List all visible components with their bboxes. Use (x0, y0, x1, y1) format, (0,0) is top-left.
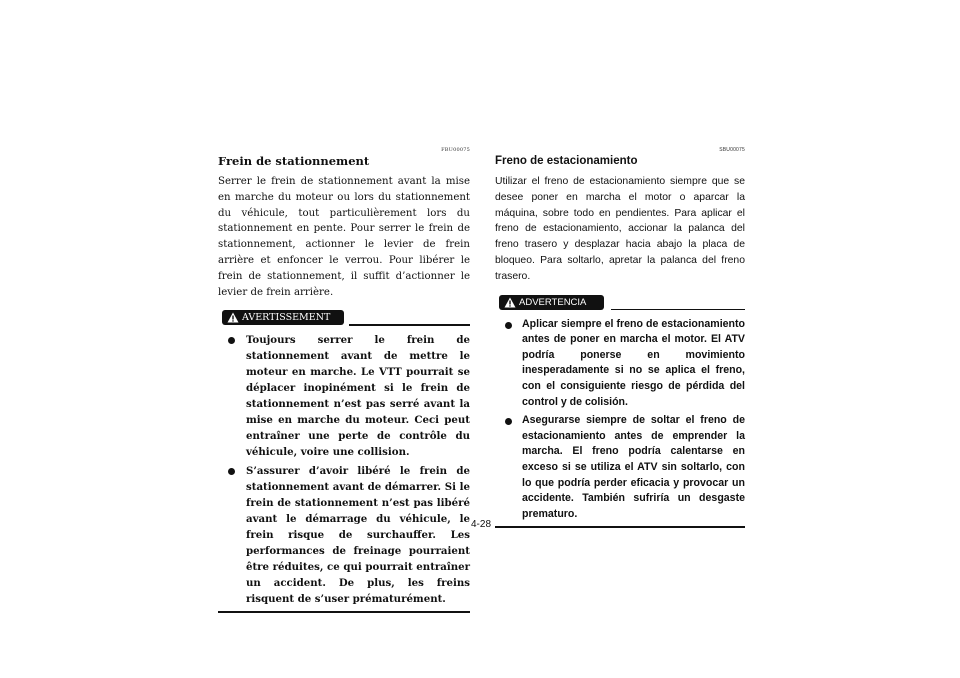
bullet-icon (228, 337, 235, 344)
warning-label: ADVERTENCIA (519, 296, 587, 308)
intro-paragraph: Serrer le frein de stationnement avant la mise en marche du moteur ou lors du stationnement du véhicule, tout particulièrement lors du stationnement en pente. Pour serrer le frein de stationnement, actionner le levier de frein arrière et enfoncer le verrou. Pour libérer le frein de stationnement, il suffit d’actionner le levier de frein arrière. (218, 176, 470, 298)
warning-triangle-icon (227, 312, 239, 323)
warning-rule (611, 309, 745, 310)
warning-item (218, 463, 470, 607)
warning-label: AVERTISSEMENT (242, 312, 331, 324)
warning-item (218, 332, 470, 460)
section-code: FBU00075 (441, 147, 470, 153)
warning-list (495, 317, 745, 523)
section-title: Freno de estacionamiento (495, 155, 638, 167)
warning-badge (222, 310, 344, 325)
warning-badge (499, 295, 604, 310)
warning-item (495, 317, 745, 411)
bullet-icon (505, 418, 512, 425)
warning-text: Toujours serrer le frein de stationnement avant de mettre le moteur en marche. Le VTT pourrait se déplacer inopinément si le frein de stationnement n’est pas serré avant la mise en marche du moteur. Ceci peut entraîner une perte de contrôle du véhicule, voire une collision. (246, 334, 470, 459)
warning-text: S’assurer d’avoir libéré le frein de stationnement avant de démarrer. Si le frein de stationnement n’est pas libéré avant le démarrage du véhicule, le frein risque de surchauffer. Les performances de freinage pourraient être réduites, ce qui pourrait entraîner un accident. De plus, les freins risquent de s’user prématurément. (246, 465, 470, 606)
warning-text: Aplicar siempre el freno de estacionamiento antes de poner en marcha el motor. El ATV podría ponerse en movimiento inesperadamente si no se aplica el freno, con el consiguiente riesgo de pérdida del control y de colisión. (522, 317, 745, 408)
intro-paragraph: Utilizar el freno de estacionamiento siempre que se desee poner en marcha el motor o aparcar la máquina, sobre todo en pendientes. Para aplicar el freno de estacionamiento, accionar la palanca del freno trasero y desplazar hacia abajo la placa de bloqueo. Para soltarlo, apretar la palanca del freno trasero. (495, 176, 745, 282)
warning-triangle-icon (504, 297, 516, 308)
bullet-icon (228, 468, 235, 475)
warning-header (495, 293, 745, 313)
spanish-column (495, 146, 745, 528)
section-title: Frein de stationnement (218, 154, 370, 168)
warning-item (495, 413, 745, 522)
section-code: SBU00075 (719, 147, 745, 153)
page-number: 4-28 (470, 519, 491, 530)
section-end-rule (495, 526, 745, 527)
warning-text: Asegurarse siempre de soltar el freno de estacionamiento antes de emprender la marcha. El freno podría calentarse en exceso si se utiliza el ATV sin soltarlo, con lo que podría perder eficacia y provocar un accidente. También sufriría un desgaste prematuro. (522, 414, 745, 520)
section-end-rule (218, 611, 470, 612)
french-column (218, 146, 470, 613)
bullet-icon (505, 322, 512, 329)
warning-header (218, 308, 470, 328)
warning-list (218, 332, 470, 607)
warning-rule (349, 324, 470, 325)
